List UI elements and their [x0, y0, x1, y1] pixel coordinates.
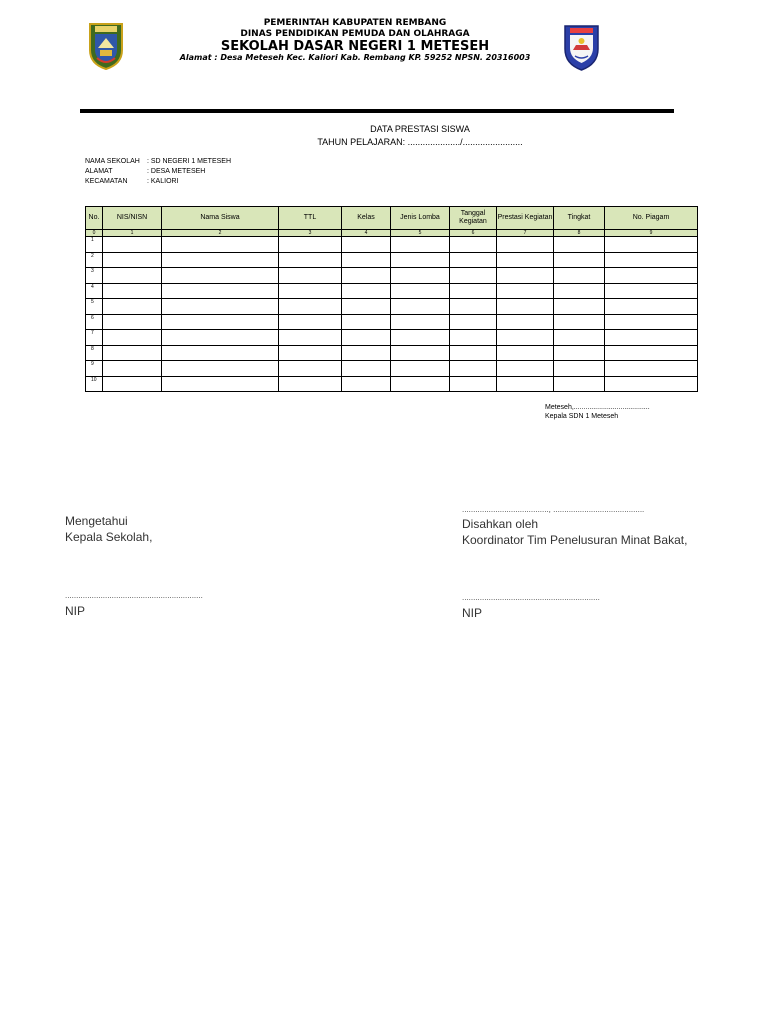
table-cell	[279, 268, 342, 284]
table-cell	[554, 361, 605, 377]
col-nis: NIS/NISN	[103, 207, 162, 230]
table-cell	[554, 268, 605, 284]
identity-district	[85, 178, 179, 185]
table-row	[86, 299, 698, 315]
academic-year: TAHUN PELAJARAN: ...................../........................	[317, 137, 523, 147]
table-cell	[103, 361, 162, 377]
table-cell	[391, 268, 450, 284]
left-nip: NIP	[65, 604, 86, 618]
col-certificate: No. Piagam	[605, 207, 698, 230]
rembang-crest-logo	[88, 22, 124, 70]
table-cell	[450, 345, 497, 361]
table-cell	[162, 361, 279, 377]
table-cell	[497, 376, 554, 392]
table-cell	[279, 345, 342, 361]
table-cell	[103, 376, 162, 392]
table-cell	[450, 283, 497, 299]
document-title: DATA PRESTASI SISWA	[370, 124, 470, 134]
table-cell	[450, 237, 497, 253]
row-number: 1	[86, 237, 103, 253]
table-cell	[162, 376, 279, 392]
approved-label: Disahkan oleh	[462, 517, 539, 531]
left-signature-line: ..............................................................	[65, 591, 203, 600]
table-row	[86, 283, 698, 299]
identity-school	[85, 158, 231, 165]
table-cell	[279, 252, 342, 268]
left-signature-block	[65, 513, 152, 545]
table-cell	[391, 283, 450, 299]
table-cell	[605, 283, 698, 299]
table-cell	[103, 330, 162, 346]
table-cell	[342, 283, 391, 299]
acknowledged-label: Mengetahui	[65, 514, 128, 528]
table-cell	[342, 376, 391, 392]
table-cell	[497, 314, 554, 330]
table-cell	[554, 283, 605, 299]
identity-value: : DESA METESEH	[147, 168, 206, 175]
table-cell	[497, 345, 554, 361]
row-number: 6	[86, 314, 103, 330]
table-cell	[342, 299, 391, 315]
table-cell	[554, 330, 605, 346]
table-row	[86, 345, 698, 361]
table-cell	[342, 345, 391, 361]
table-cell	[162, 330, 279, 346]
row-number: 10	[86, 376, 103, 392]
table-cell	[497, 268, 554, 284]
table-cell	[497, 252, 554, 268]
right-signature-block	[462, 516, 687, 548]
table-cell	[162, 237, 279, 253]
table-cell	[391, 330, 450, 346]
row-number: 3	[86, 268, 103, 284]
table-cell	[391, 252, 450, 268]
table-cell	[279, 314, 342, 330]
identity-address	[85, 168, 205, 175]
table-cell	[605, 314, 698, 330]
place-date: Meteseh,.......................................	[545, 404, 650, 411]
table-cell	[391, 361, 450, 377]
table-cell	[605, 299, 698, 315]
table-cell	[162, 283, 279, 299]
header-address: Alamat : Desa Meteseh Kec. Kaliori Kab. Rembang KP. 59252 NPSN. 20316003	[179, 53, 531, 62]
table-cell	[342, 268, 391, 284]
table-cell	[605, 330, 698, 346]
table-cell	[342, 314, 391, 330]
col-level: Tingkat	[554, 207, 605, 230]
table-cell	[103, 314, 162, 330]
table-cell	[605, 376, 698, 392]
header-divider	[80, 109, 674, 113]
table-cell	[450, 376, 497, 392]
headmaster-label: Kepala Sekolah,	[65, 530, 153, 544]
table-cell	[450, 252, 497, 268]
identity-label: KECAMATAN	[85, 178, 128, 185]
table-cell	[450, 361, 497, 377]
table-row	[86, 376, 698, 392]
table-cell	[554, 299, 605, 315]
identity-label: NAMA SEKOLAH	[85, 158, 140, 165]
table-cell	[103, 283, 162, 299]
table-cell	[605, 268, 698, 284]
col-number: 6	[450, 230, 497, 237]
col-number: 2	[162, 230, 279, 237]
table-cell	[342, 237, 391, 253]
header-school-name: SEKOLAH DASAR NEGERI 1 METESEH	[220, 39, 490, 54]
table-cell	[605, 252, 698, 268]
table-cell	[391, 314, 450, 330]
table-cell	[450, 268, 497, 284]
coordinator-label: Koordinator Tim Penelusuran Minat Bakat,	[462, 533, 688, 547]
table-number-row	[86, 230, 698, 237]
header-department: DINAS PENDIDIKAN PEMUDA DAN OLAHRAGA	[240, 29, 470, 39]
table-cell	[450, 299, 497, 315]
table-cell	[497, 299, 554, 315]
right-place-date-line: ......................................., .........................................	[462, 505, 645, 514]
table-cell	[342, 361, 391, 377]
col-class: Kelas	[342, 207, 391, 230]
table-row	[86, 330, 698, 346]
table-cell	[279, 299, 342, 315]
table-cell	[279, 283, 342, 299]
table-row	[86, 314, 698, 330]
col-number: 9	[605, 230, 698, 237]
table-cell	[162, 252, 279, 268]
col-number: 7	[497, 230, 554, 237]
table-cell	[391, 237, 450, 253]
table-cell	[103, 237, 162, 253]
table-cell	[605, 345, 698, 361]
table-cell	[450, 314, 497, 330]
table-cell	[391, 345, 450, 361]
signer-title: Kepala SDN 1 Meteseh	[545, 413, 619, 420]
table-cell	[162, 268, 279, 284]
col-date: Tanggal Kegiatan	[450, 207, 497, 230]
table-cell	[279, 376, 342, 392]
table-cell	[103, 252, 162, 268]
table-cell	[554, 376, 605, 392]
table-cell	[279, 237, 342, 253]
table-cell	[342, 252, 391, 268]
table-cell	[391, 299, 450, 315]
col-number: 0	[86, 230, 103, 237]
row-number: 8	[86, 345, 103, 361]
col-competition: Jenis Lomba	[391, 207, 450, 230]
right-signature-line: ..............................................................	[462, 593, 600, 602]
col-name: Nama Siswa	[162, 207, 279, 230]
col-number: 3	[279, 230, 342, 237]
table-row	[86, 252, 698, 268]
table-cell	[279, 330, 342, 346]
table-cell	[162, 299, 279, 315]
table-cell	[103, 345, 162, 361]
table-cell	[162, 314, 279, 330]
identity-value: : KALIORI	[147, 178, 179, 185]
table-cell	[497, 283, 554, 299]
table-cell	[279, 361, 342, 377]
table-cell	[605, 237, 698, 253]
table-cell	[103, 299, 162, 315]
col-number: 1	[103, 230, 162, 237]
table-cell	[605, 361, 698, 377]
col-number: 5	[391, 230, 450, 237]
identity-label: ALAMAT	[85, 168, 113, 175]
table-cell	[450, 330, 497, 346]
table-cell	[554, 314, 605, 330]
achievement-table	[85, 206, 698, 392]
table-row	[86, 237, 698, 253]
row-number: 5	[86, 299, 103, 315]
header-government: PEMERINTAH KABUPATEN REMBANG	[263, 18, 447, 28]
table-cell	[554, 252, 605, 268]
table-cell	[497, 330, 554, 346]
row-number: 9	[86, 361, 103, 377]
table-header-row	[86, 207, 698, 230]
col-number: 8	[554, 230, 605, 237]
table-cell	[554, 345, 605, 361]
identity-value: : SD NEGERI 1 METESEH	[147, 158, 232, 165]
table-cell	[391, 376, 450, 392]
school-crest-logo	[563, 23, 600, 71]
table-cell	[497, 237, 554, 253]
row-number: 7	[86, 330, 103, 346]
table-cell	[103, 268, 162, 284]
right-nip: NIP	[462, 606, 483, 620]
col-no: No.	[86, 207, 103, 230]
col-achievement: Prestasi Kegiatan	[497, 207, 554, 230]
table-cell	[342, 330, 391, 346]
table-cell	[162, 345, 279, 361]
table-cell	[497, 361, 554, 377]
table-row	[86, 361, 698, 377]
row-number: 4	[86, 283, 103, 299]
col-ttl: TTL	[279, 207, 342, 230]
row-number: 2	[86, 252, 103, 268]
col-number: 4	[342, 230, 391, 237]
table-cell	[554, 237, 605, 253]
table-row	[86, 268, 698, 284]
